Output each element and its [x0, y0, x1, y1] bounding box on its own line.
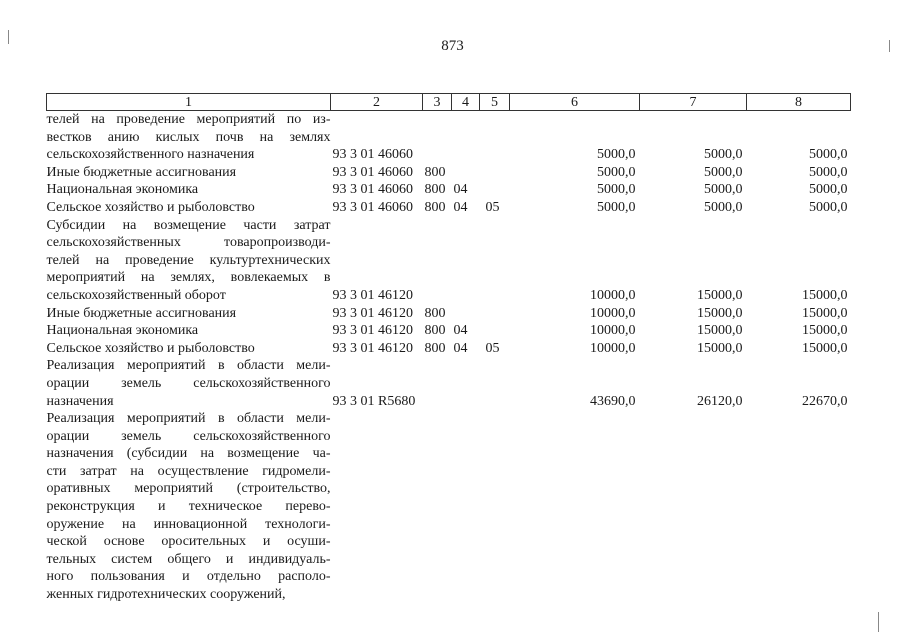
row-name-line: реконструкция и техническое перево-	[46, 499, 331, 515]
col5-cell: 05	[485, 199, 500, 215]
col5-cell: 05	[485, 340, 500, 356]
table-row	[47, 217, 851, 305]
value-2025-cell: 15000,0	[697, 287, 743, 303]
row-name-line: ного пользования и отдельно располо-	[46, 569, 331, 585]
value-2025-cell	[640, 410, 747, 604]
value-2026-cell: 5000,0	[809, 147, 848, 163]
col4-cell	[452, 305, 480, 323]
value-2024-cell	[510, 410, 640, 604]
row-name-line: Сельское хозяйство и рыболовство	[46, 340, 255, 356]
col3-cell: 800	[424, 164, 446, 180]
row-name-cell	[47, 322, 331, 340]
row-name-cell	[47, 340, 331, 358]
code-cell: 93 3 01 46120	[332, 305, 413, 321]
row-name-line: сельскохозяйственных товаропроизводи-	[46, 235, 331, 251]
code-cell: 93 3 01 46060	[332, 182, 413, 198]
col3-cell	[423, 357, 452, 410]
row-name-line: вестков анию кислых почв на землях	[46, 129, 331, 145]
table-row	[47, 111, 851, 164]
col5-cell	[480, 217, 510, 305]
row-name-line: орации земель сельскохозяйственного	[46, 428, 331, 444]
value-2026-cell: 15000,0	[802, 305, 848, 321]
col3-cell: 800	[424, 199, 446, 215]
value-2026-cell: 5000,0	[809, 164, 848, 180]
value-2024-cell: 10000,0	[590, 287, 636, 303]
row-name-line: сти затрат на осуществление гидромели-	[46, 463, 331, 479]
value-2025-cell: 15000,0	[697, 305, 743, 321]
row-name-line: оружение на инновационной технологи-	[46, 516, 331, 532]
value-2026-cell	[747, 410, 851, 604]
scan-speck	[889, 40, 890, 52]
value-2024-cell: 5000,0	[597, 147, 636, 163]
row-name-line: мероприятий на землях, вовлекаемых в	[46, 270, 331, 286]
row-name-cell	[47, 181, 331, 199]
table-row	[47, 357, 851, 410]
row-name-line: Сельское хозяйство и рыболовство	[46, 199, 255, 215]
row-name-line: оративных мероприятий (строительство,	[46, 481, 331, 497]
value-2026-cell: 5000,0	[809, 199, 848, 215]
column-header: 1	[47, 94, 331, 111]
table-row	[47, 199, 851, 217]
code-cell: 93 3 01 46060	[332, 164, 413, 180]
col4-cell	[452, 217, 480, 305]
col3-cell: 800	[424, 305, 446, 321]
scan-speck	[878, 612, 879, 632]
column-header: 2	[331, 94, 423, 111]
table-row	[47, 181, 851, 199]
row-name-line: Реализация мероприятий в области мели-	[46, 411, 331, 427]
row-name-line: сельскохозяйственного назначения	[46, 147, 255, 163]
col4-cell	[452, 164, 480, 182]
column-header: 8	[747, 94, 851, 111]
col5-cell	[480, 111, 510, 164]
col4-cell: 04	[453, 182, 468, 198]
col5-cell	[480, 164, 510, 182]
col4-cell	[452, 357, 480, 410]
col3-cell	[423, 111, 452, 164]
value-2024-cell: 10000,0	[590, 323, 636, 339]
value-2025-cell: 5000,0	[704, 182, 743, 198]
value-2025-cell: 5000,0	[704, 164, 743, 180]
table-header-row	[47, 94, 851, 111]
code-cell: 93 3 01 46060	[332, 199, 413, 215]
value-2024-cell: 10000,0	[590, 340, 636, 356]
col5-cell	[480, 410, 510, 604]
column-header: 3	[423, 94, 452, 111]
row-name-line: телей на проведение мероприятий по из-	[46, 112, 331, 127]
value-2024-cell: 10000,0	[590, 305, 636, 321]
row-name-line: Субсидии на возмещение части затрат	[46, 217, 331, 233]
value-2025-cell: 5000,0	[704, 199, 743, 215]
table-row	[47, 164, 851, 182]
row-name-line: Реализация мероприятий в области мели-	[46, 358, 331, 374]
row-name-cell	[47, 357, 331, 410]
row-name-line: назначения (субсидии на возмещение ча-	[46, 446, 331, 462]
value-2024-cell: 5000,0	[597, 182, 636, 198]
column-header: 6	[510, 94, 640, 111]
code-cell: 93 3 01 46120	[332, 287, 413, 303]
row-name-cell	[47, 111, 331, 164]
code-cell: 93 3 01 R5680	[332, 393, 416, 409]
column-header: 7	[640, 94, 747, 111]
col3-cell: 800	[424, 323, 446, 339]
value-2025-cell: 26120,0	[697, 393, 743, 409]
col4-cell	[452, 111, 480, 164]
col5-cell	[480, 181, 510, 199]
col4-cell	[452, 410, 480, 604]
col5-cell	[480, 305, 510, 323]
value-2026-cell: 22670,0	[802, 393, 848, 409]
row-name-line: Иные бюджетные ассигнования	[46, 305, 237, 321]
value-2025-cell: 15000,0	[697, 323, 743, 339]
row-name-line: назначения	[46, 393, 114, 409]
table-row	[47, 410, 851, 604]
value-2026-cell: 15000,0	[802, 323, 848, 339]
row-name-line: телей на проведение культуртехнических	[46, 252, 331, 268]
col5-cell	[480, 322, 510, 340]
table-row	[47, 340, 851, 358]
column-header: 4	[452, 94, 480, 111]
column-header: 5	[480, 94, 510, 111]
row-name-line: тельных систем общего и индивидуаль-	[46, 551, 331, 567]
value-2025-cell: 15000,0	[697, 340, 743, 356]
value-2024-cell: 5000,0	[597, 199, 636, 215]
page-number: 873	[441, 38, 464, 54]
code-cell	[331, 410, 423, 604]
row-name-cell	[47, 199, 331, 217]
row-name-line: женных гидротехнических сооружений,	[46, 587, 286, 603]
row-name-cell	[47, 305, 331, 323]
col3-cell	[423, 410, 452, 604]
value-2024-cell: 43690,0	[590, 393, 636, 409]
code-cell: 93 3 01 46120	[332, 323, 413, 339]
table-row	[47, 305, 851, 323]
row-name-cell	[47, 217, 331, 305]
row-name-line: орации земель сельскохозяйственного	[46, 375, 331, 391]
col4-cell: 04	[453, 340, 468, 356]
col5-cell	[480, 357, 510, 410]
col4-cell: 04	[453, 199, 468, 215]
value-2026-cell: 15000,0	[802, 340, 848, 356]
col4-cell: 04	[453, 323, 468, 339]
row-name-cell	[47, 164, 331, 182]
row-name-line: сельскохозяйственный оборот	[46, 287, 226, 303]
col3-cell: 800	[424, 182, 446, 198]
code-cell: 93 3 01 46060	[332, 147, 413, 163]
col3-cell	[423, 217, 452, 305]
value-2026-cell: 15000,0	[802, 287, 848, 303]
budget-table	[46, 93, 851, 604]
row-name-line: Национальная экономика	[46, 182, 199, 198]
table-row	[47, 322, 851, 340]
code-cell: 93 3 01 46120	[332, 340, 413, 356]
value-2026-cell: 5000,0	[809, 182, 848, 198]
col3-cell: 800	[424, 340, 446, 356]
row-name-line: Иные бюджетные ассигнования	[46, 164, 237, 180]
row-name-line: Национальная экономика	[46, 323, 199, 339]
row-name-cell	[47, 410, 331, 604]
row-name-line: ческой основе оросительных и осуши-	[46, 534, 331, 550]
value-2025-cell: 5000,0	[704, 147, 743, 163]
value-2024-cell: 5000,0	[597, 164, 636, 180]
scan-speck	[8, 30, 9, 44]
